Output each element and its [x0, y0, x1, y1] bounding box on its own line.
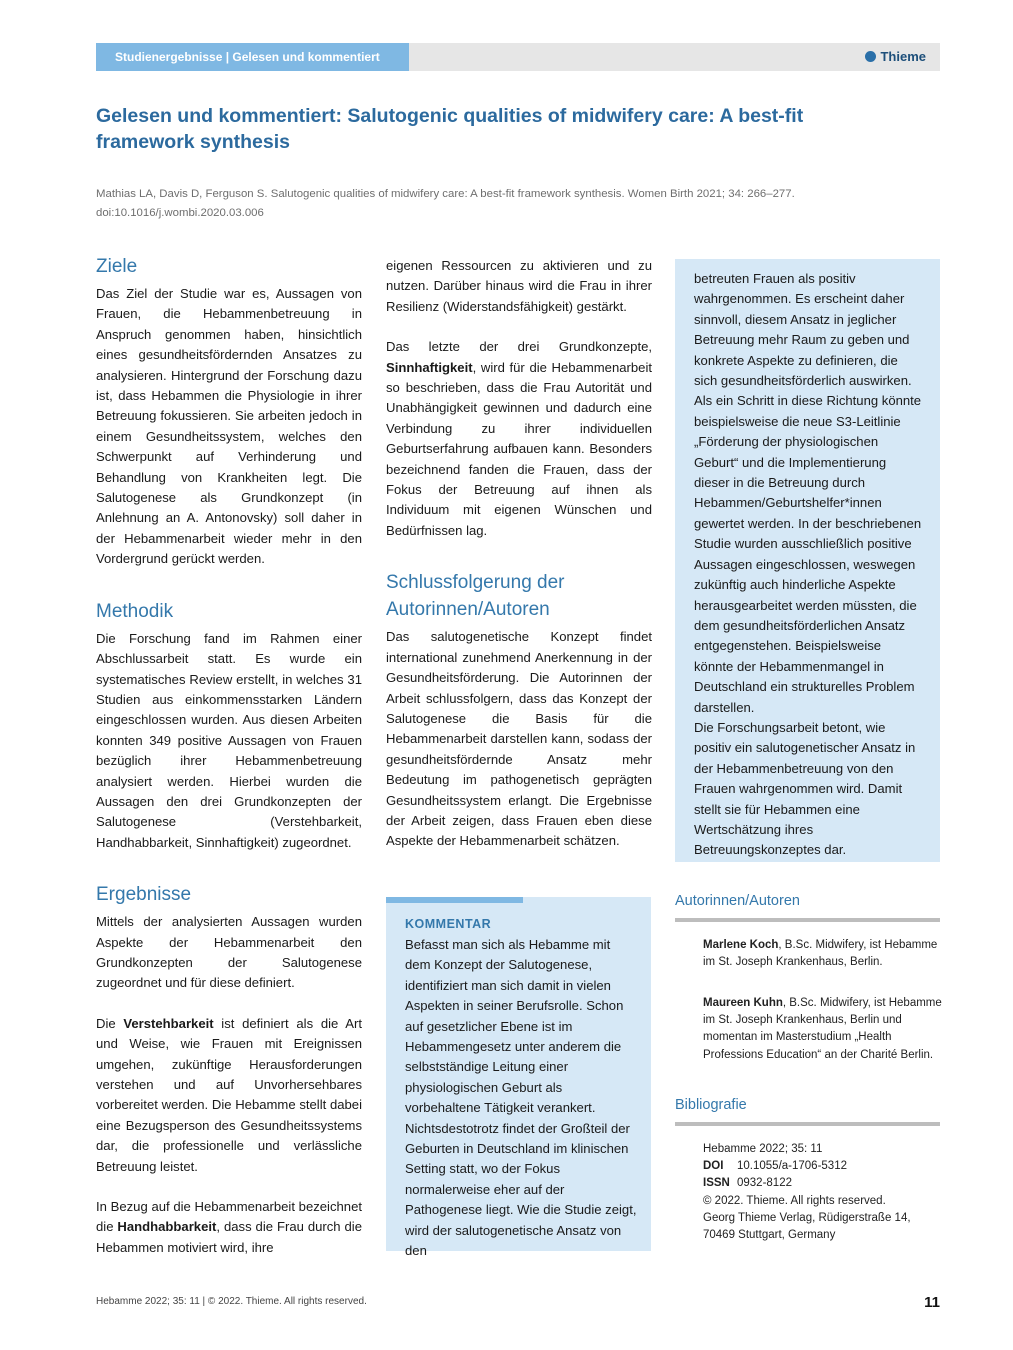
- heading-methodik: Methodik: [96, 600, 174, 622]
- bib-issn-value: 0932-8122: [737, 1177, 792, 1190]
- bib-publisher-line1: Georg Thieme Verlag, Rüdigerstraße 14,: [703, 1211, 911, 1224]
- kommentar-conclusion-text: Die Forschungsarbeit betont, wie positiv ein salutogenetischer Ansatz in der Hebammenbetreuung von den Frauen wahrgenommen wird. Damit stellt sie für Hebammen eine Wertschätzung ihres Betreuungskonzeptes dar.: [694, 719, 916, 858]
- author-2: [703, 995, 943, 1064]
- heading-ziele: Ziele: [96, 256, 138, 277]
- sinnhaftigkeit-paragraph: [386, 337, 652, 541]
- bib-doi-key: DOI: [703, 1160, 724, 1173]
- bibliografie-heading: Bibliografie: [675, 1097, 747, 1113]
- column-middle: [386, 256, 652, 852]
- handhabbarkeit-post: , dass die Frau durch die Hebammen motiviert wird, ihre: [96, 1219, 362, 1255]
- verstehbarkeit-post: ist definiert als die Art und Weise, wie Frauen mit Ereignissen umgehen, zukünftige Herausforderungen verstehen und auf Unvorhersehbares vorbereitet werden. Die Hebamme stellt dabei eine Bezugsperson des Gesundheitssystems dar, die professionelle und verlässliche Betreuung leistet.: [96, 1015, 362, 1174]
- bib-doi: [703, 1158, 943, 1175]
- kommentar-accent-bar: [386, 897, 523, 903]
- verstehbarkeit-pre: Die: [96, 1015, 124, 1031]
- kommentar-text: Befasst man sich als Hebamme mit dem Konzept der Salutogenese, identifiziert man sich damit in vielen Aspekten in seiner Berufsrolle. Schon auf gesetzlicher Ebene ist im Hebammengesetz unter anderem die selbstständige Leitung einer physiologischen Geburt als vorbehaltene Tätigkeit verankert. Nichtsdestotrotz findet der Großteil der Geburten in Deutschland im klinischen Setting statt, wo der Fokus normalerweise eher auf der Pathogenese liegt. Wie die Studie zeigt, wird der salutogenetische Ansatz von den: [405, 937, 637, 1259]
- bib-copyright: © 2022. Thieme. All rights reserved.: [703, 1194, 886, 1207]
- ergebnisse-text: Mittels der analysierten Aussagen wurden Aspekte der Hebammenarbeit den Grundkonzepten der Salutogenese zugeordnet und für diese definiert.: [96, 914, 362, 991]
- authors-heading: Autorinnen/Autoren: [675, 893, 800, 909]
- authors-rule: [675, 918, 940, 922]
- bibliografie-rule: [675, 1122, 940, 1126]
- section-label: Studienergebnisse | Gelesen und kommentiert: [96, 43, 409, 71]
- handhabbarkeit-term: Handhabbarkeit: [117, 1219, 217, 1235]
- sinnhaftigkeit-pre: Das letzte der drei Grundkonzepte,: [386, 339, 652, 355]
- bib-issn: [703, 1175, 943, 1192]
- bib-issn-key: ISSN: [703, 1177, 730, 1190]
- kommentar-continuation-text: betreuten Frauen als positiv wahrgenommen. Es erscheint daher sinnvoll, diesem Ansatz in jeglicher Betreuung mehr Raum zu geben und konkrete Aspekte zu definieren, die sich gesundheitsförderlich auswirken. Als ein Schritt in diese Richtung könnte beispielsweise die neue S3-Leitlinie „Förderung der physiologischen Geburt“ und die Implementierung dieser in die Betreuung durch Hebammen/Geburtshelfer*innen gewertet werden. In der beschriebenen Studie wurden ausschließlich positive Aussagen eingeschlossen, weswegen zukünftig auch hinderliche Aspekte herausgearbeitet werden müssten, die dem gesundheitsförderlichen Ansatz entgegenstehen. Beispielsweise könnte der Hebammenmangel in Deutschland ein strukturelles Problem darstellen.: [694, 271, 922, 715]
- verstehbarkeit-term: Verstehbarkeit: [123, 1015, 214, 1031]
- methodik-text: Die Forschung fand im Rahmen einer Abschlussarbeit statt. Es wurde ein systematisches Review erstellt, in welches 31 Studien aus einkommensstarken Ländern eingeschlossen wurden. Aus diesen Arbeiten konnten 349 positive Aussagen von Frauen bezüglich ihrer Hebammenbetreuung analysiert werden. Hierbei wurden die Aussagen den drei Grundkonzepten der Salutogenese (Verstehbarkeit, Handhabbarkeit, Sinnhaftigkeit) zugeordnet.: [96, 630, 362, 850]
- author-1-name: Marlene Koch: [703, 939, 779, 951]
- author-1: [703, 937, 943, 971]
- page-number: 11: [924, 1294, 940, 1311]
- bib-journal: Hebamme 2022; 35: 11: [703, 1143, 823, 1155]
- author-2-desc: , B.Sc. Midwifery, ist Hebamme im St. Joseph Krankenhaus, Berlin und momentan im Masterstudium „Health Professions Education“ an der Charité Berlin.: [703, 997, 942, 1061]
- bib-publisher-line2: 70469 Stuttgart, Germany: [703, 1229, 836, 1242]
- heading-ergebnisse: Ergebnisse: [96, 884, 192, 906]
- continuation-text: eigenen Ressourcen zu aktivieren und zu nutzen. Darüber hinaus wird die Frau in ihrer Resilienz (Widerstandsfähigkeit) gestärkt.: [386, 258, 652, 314]
- citation-reference: Mathias LA, Davis D, Ferguson S. Salutogenic qualities of midwifery care: A best-fit framework synthesis. Women Birth 2021; 34: 266–277.: [96, 188, 795, 200]
- ziele-text: Das Ziel der Studie war es, Aussagen von Frauen, die Hebammenbetreuung in Anspruch genommen haben, hinsichtlich eines gesundheitsfördernden Ansatzes zu analysieren. Hintergrund der Forschung dazu ist, dass Hebammen die Physiologie in ihrer Betreuung fokussieren. Sie arbeiten jedoch in einem Gesundheitssystem, welches den Schwerpunkt auf Verhinderung und Behandlung von Krankheiten legt. Die Salutogenese als Grundkonzept (in Anlehnung an A. Antonovsky) soll daher in der Hebammenarbeit wieder mehr in den Vordergrund gerückt werden.: [96, 286, 362, 567]
- schlussfolgerung-text: Das salutogenetische Konzept findet international zunehmend Anerkennung in der Gesundheitsförderung. Die Autorinnen der Arbeit schlussfolgern, dass das Konzept der Salutogenese die Basis für die Hebammenarbeit darstellen kann, sodass der gesundheitsfördernde Ansatz mehr Bedeutung im pathogenetisch geprägten Gesundheitssystem erlangt. Die Ergebnisse der Arbeit zeigen, dass Frauen eben diese Aspekte der Hebammenarbeit schätzen.: [386, 629, 652, 849]
- column-left: [96, 253, 362, 1258]
- page-footer: Hebamme 2022; 35: 11 | © 2022. Thieme. All rights reserved.: [96, 1296, 367, 1307]
- thieme-logo-icon: [865, 51, 876, 62]
- article-title: Gelesen und kommentiert: Salutogenic qualities of midwifery care: A best-fit framework synthesis: [96, 105, 804, 153]
- heading-schlussfolgerung: Schlussfolgerung der Autorinnen/Autoren: [386, 572, 565, 621]
- author-1-desc: , B.Sc. Midwifery, ist Hebamme im St. Joseph Krankenhaus, Berlin.: [703, 939, 938, 969]
- sinnhaftigkeit-term: Sinnhaftigkeit: [386, 359, 473, 375]
- bibliografie-block: [703, 1141, 943, 1244]
- citation-doi: doi:10.1016/j.wombi.2020.03.006: [96, 207, 264, 219]
- bib-doi-value: 10.1055/a-1706-5312: [737, 1160, 847, 1173]
- author-2-name: Maureen Kuhn: [703, 997, 783, 1009]
- brand-name: Thieme: [880, 49, 926, 64]
- handhabbarkeit-pre: In Bezug auf die Hebammenarbeit bezeichnet die: [96, 1199, 362, 1235]
- kommentar-continuation-box: [675, 259, 940, 862]
- verstehbarkeit-paragraph: [96, 1014, 362, 1177]
- kommentar-box: [386, 897, 651, 1259]
- kommentar-label: KOMMENTAR: [405, 917, 492, 931]
- publisher-brand: [865, 43, 926, 71]
- handhabbarkeit-paragraph: [96, 1197, 362, 1258]
- header-bar: [96, 43, 940, 71]
- sinnhaftigkeit-post: , wird für die Hebammenarbeit so beschrieben, dass die Frau Autorität und Unabhängigkeit gewinnen und dadurch eine Verbindung zu ihrer individuellen Geburtserfahrung aufbauen kann. Besonders bezeichnend fanden die Frauen, dass der Fokus der Betreuung auf ihnen als Individuum mit eigenen Wünschen und Bedürfnissen lag.: [386, 359, 652, 538]
- citation: [96, 185, 940, 223]
